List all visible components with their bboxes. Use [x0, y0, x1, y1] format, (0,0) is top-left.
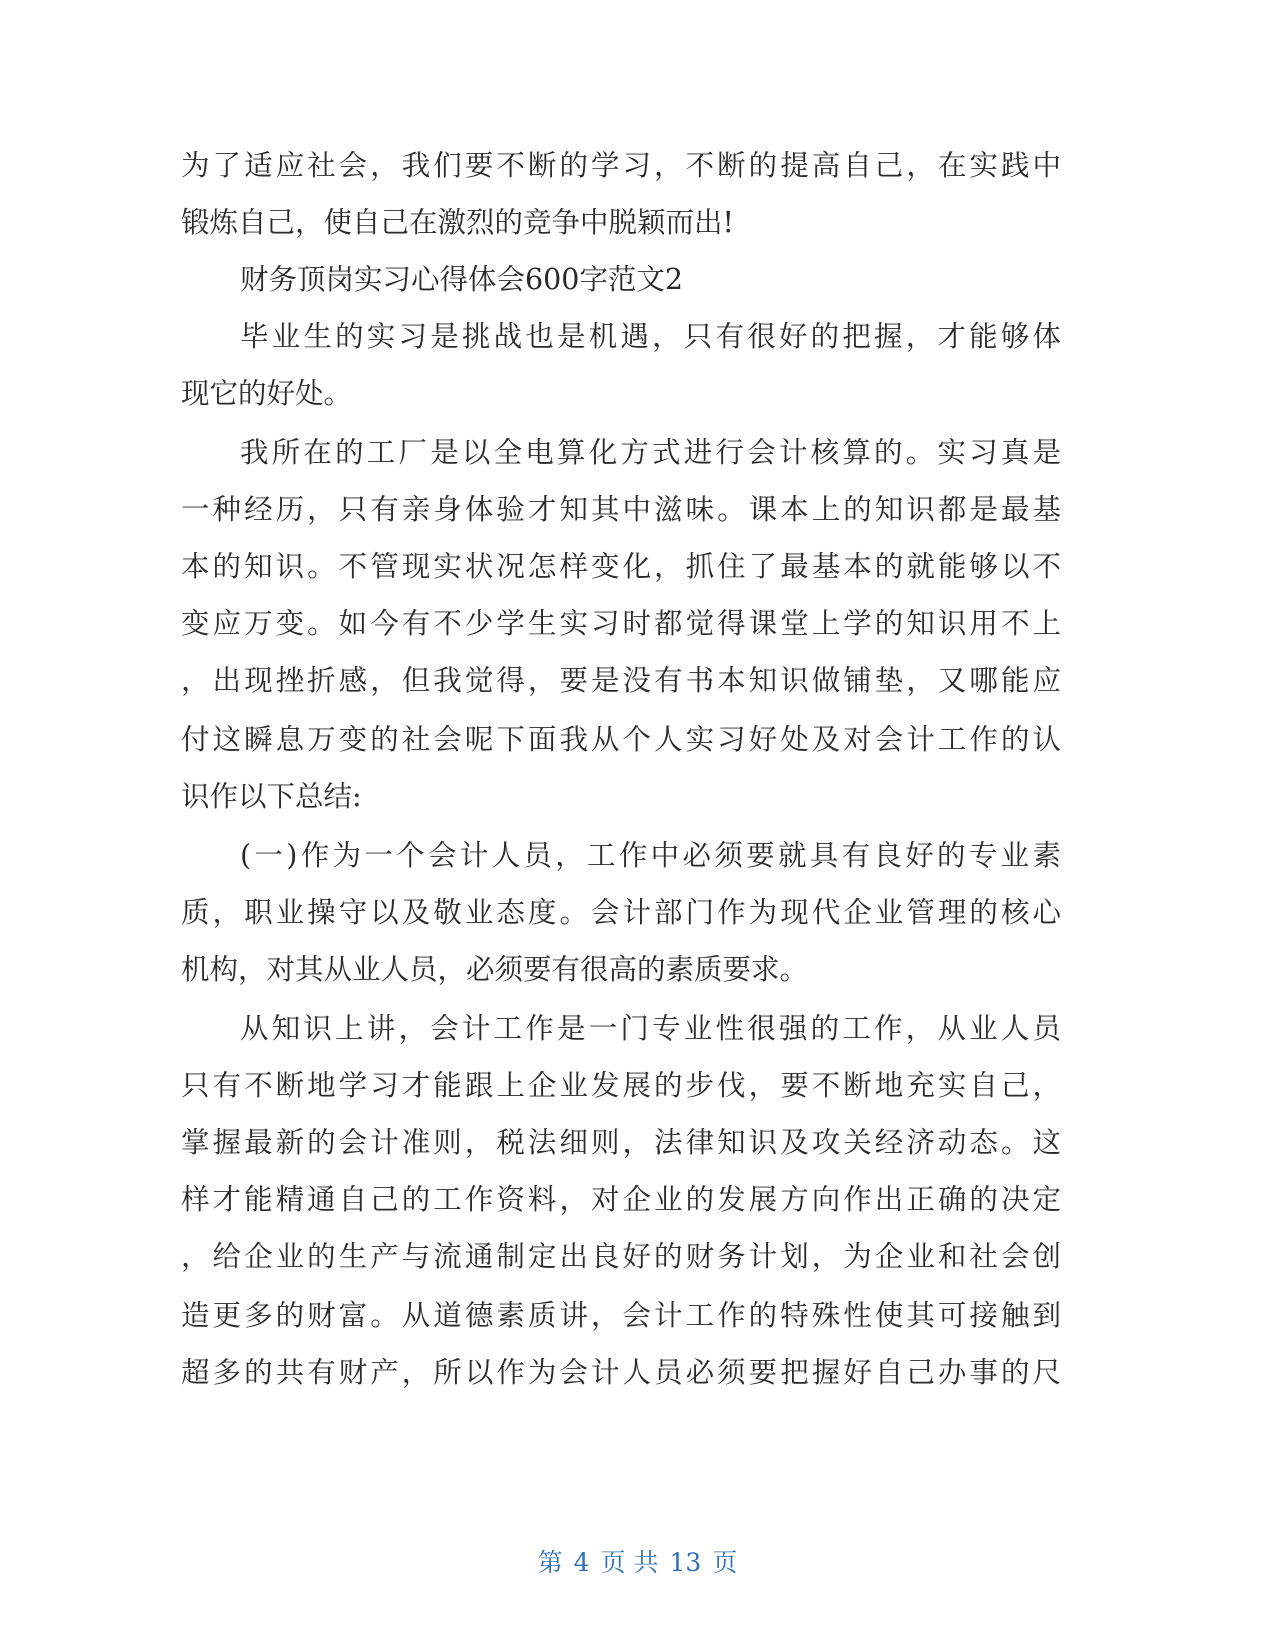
body-line: 造更多的财富。从道德素质讲，会计工作的特殊性使其可接触到: [181, 1299, 1061, 1332]
body-line: 一种经历，只有亲身体验才知其中滋味。课本上的知识都是最基: [181, 493, 1061, 526]
body-line: 只有不断地学习才能跟上企业发展的步伐，要不断地充实自己，: [181, 1069, 1061, 1102]
body-line: 锻炼自己，使自己在激烈的竞争中脱颖而出!: [181, 206, 734, 239]
body-line: 为了适应社会，我们要不断的学习，不断的提高自己，在实践中: [181, 149, 1061, 182]
body-line: 掌握最新的会计准则，税法细则，法律知识及攻关经济动态。这: [181, 1126, 1061, 1159]
body-line: 现它的好处。: [181, 377, 353, 410]
body-line: 我所在的工厂是以全电算化方式进行会计核算的。实习真是: [240, 436, 1061, 469]
body-line: 超多的共有财产，所以作为会计人员必须要把握好自己办事的尺: [181, 1356, 1061, 1389]
page-footer: [0, 1545, 1275, 1581]
body-line: 机构，对其从业人员，必须要有很高的素质要求。: [181, 953, 809, 986]
footer-page-number: 4: [573, 1548, 590, 1577]
body-line: 变应万变。如今有不少学生实习时都觉得课堂上学的知识用不上: [181, 607, 1061, 640]
footer-page-suffix: 页: [712, 1548, 738, 1577]
body-line: 样才能精通自己的工作资料，对企业的发展方向作出正确的决定: [181, 1183, 1061, 1216]
footer-page-prefix: 第: [537, 1548, 563, 1577]
footer-page-total: 13: [669, 1548, 702, 1577]
body-line: 付这瞬息万变的社会呢下面我从个人实习好处及对会计工作的认: [181, 723, 1061, 756]
body-line: (一)作为一个会计人员，工作中必须要就具有良好的专业素: [240, 839, 1061, 872]
body-line: ，给企业的生产与流通制定出良好的财务计划，为企业和社会创: [181, 1240, 1061, 1273]
body-line: 本的知识。不管现实状况怎样变化，抓住了最基本的就能够以不: [181, 550, 1061, 583]
section-heading: 财务顶岗实习心得体会600字范文2: [240, 263, 684, 296]
body-line: 质，职业操守以及敬业态度。会计部门作为现代企业管理的核心: [181, 896, 1061, 929]
footer-page-mid: 页 共: [600, 1548, 659, 1577]
body-line: 毕业生的实习是挑战也是机遇，只有很好的把握，才能够体: [240, 320, 1061, 353]
body-line: 识作以下总结:: [181, 780, 362, 813]
body-line: 从知识上讲，会计工作是一门专业性很强的工作，从业人员: [240, 1012, 1061, 1045]
body-line: ，出现挫折感，但我觉得，要是没有书本知识做铺垫，又哪能应: [181, 664, 1061, 697]
